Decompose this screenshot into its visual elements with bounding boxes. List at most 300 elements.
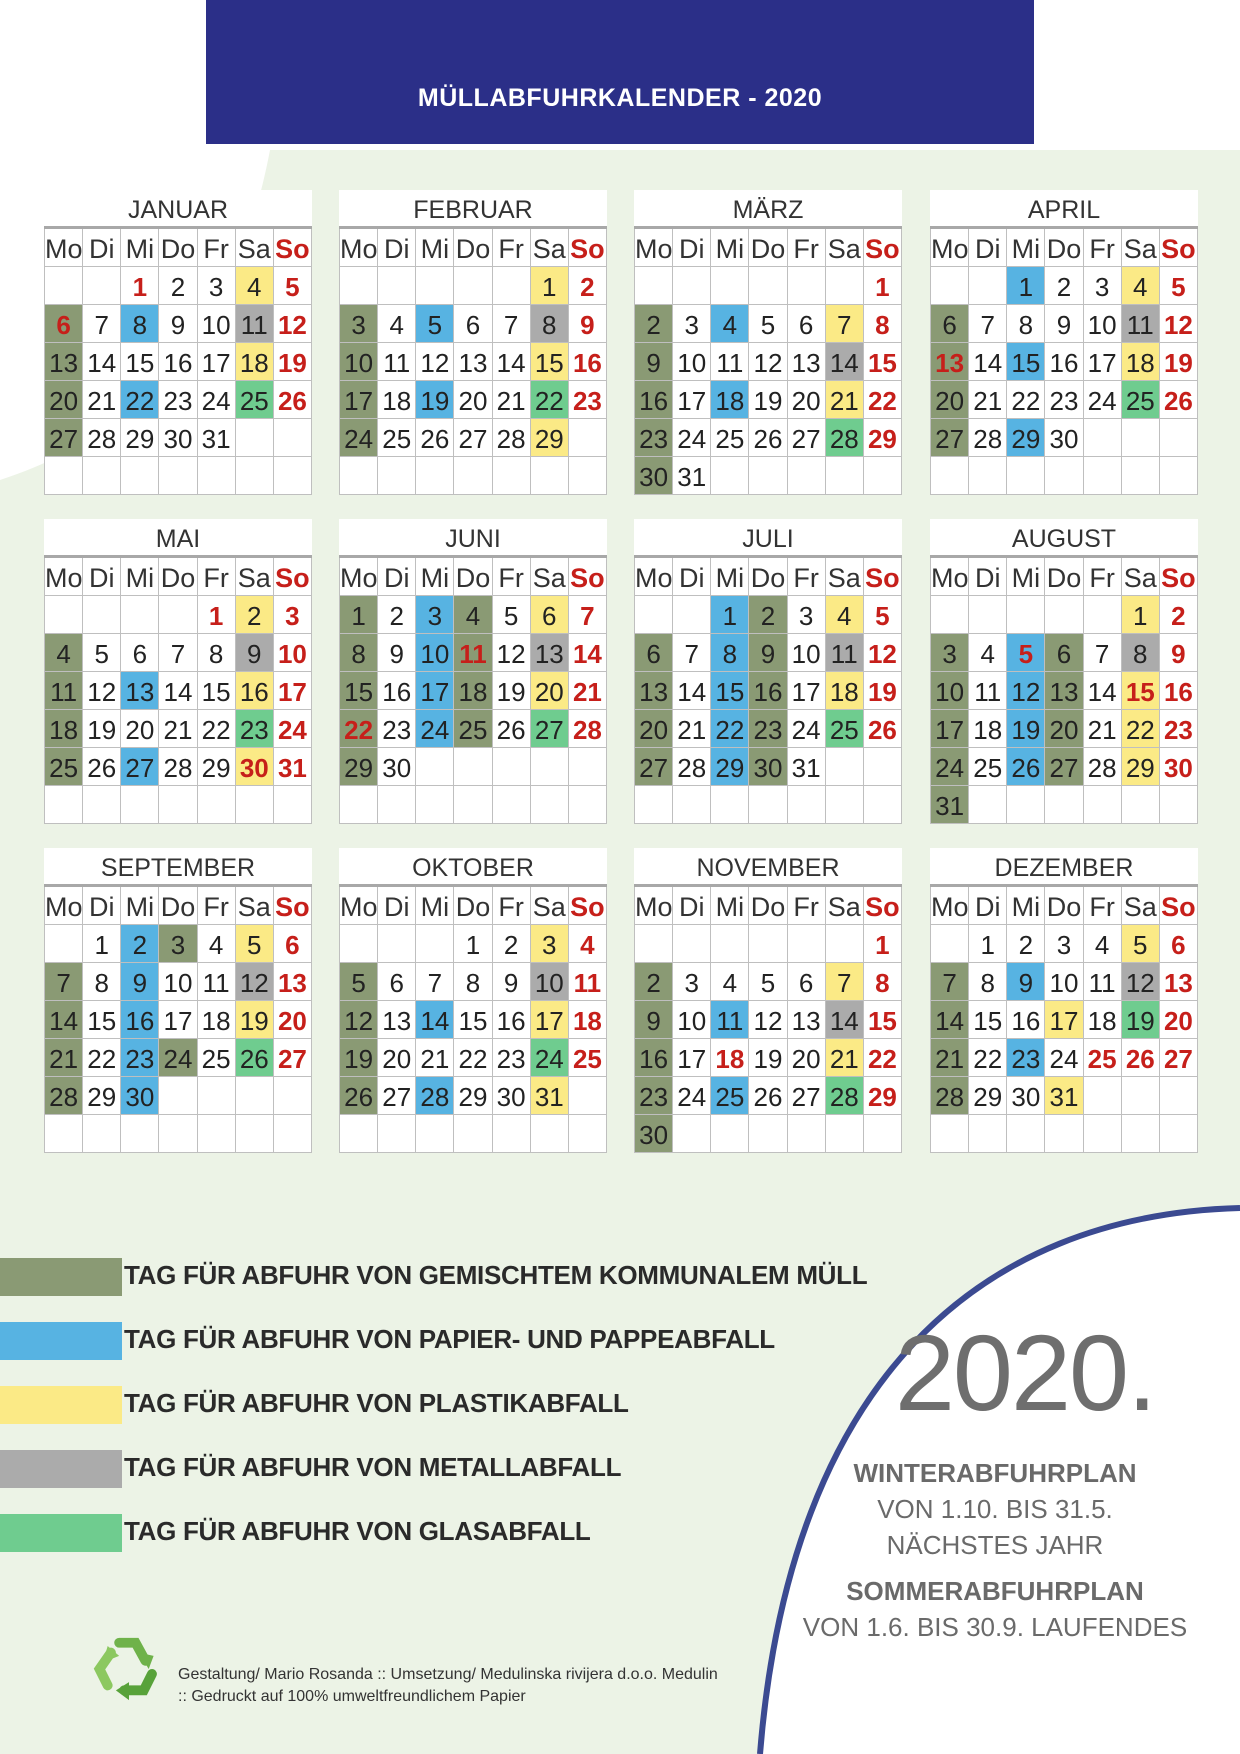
empty-day xyxy=(1045,1115,1083,1153)
calendar-day: 10 xyxy=(1084,305,1122,343)
empty-day xyxy=(340,925,378,963)
calendar-day: 25 xyxy=(711,419,749,457)
calendar-day: 28 xyxy=(416,1077,454,1115)
calendar-day: 5 xyxy=(236,925,274,963)
calendar-day: 8 xyxy=(83,963,121,1001)
empty-day xyxy=(45,786,83,824)
calendar-day: 24 xyxy=(159,1039,197,1077)
weekday-header: Sa xyxy=(531,229,569,267)
weekday-header: Fr xyxy=(1084,558,1122,596)
calendar-day: 5 xyxy=(274,267,312,305)
calendar-day: 5 xyxy=(749,305,787,343)
calendar-day: 19 xyxy=(493,672,531,710)
calendar-day: 27 xyxy=(635,748,673,786)
calendar-day: 9 xyxy=(1007,963,1045,1001)
calendar-day: 26 xyxy=(236,1039,274,1077)
empty-day xyxy=(454,267,492,305)
calendar-day: 26 xyxy=(83,748,121,786)
calendar-day: 6 xyxy=(1045,634,1083,672)
weekday-header: Mo xyxy=(635,229,673,267)
calendar-day: 5 xyxy=(1122,925,1160,963)
legend-swatch xyxy=(0,1258,122,1296)
calendar-day: 16 xyxy=(635,381,673,419)
calendar-day: 31 xyxy=(931,786,969,824)
empty-day xyxy=(1007,457,1045,495)
calendar-day: 25 xyxy=(236,381,274,419)
calendar-day: 19 xyxy=(864,672,902,710)
empty-day xyxy=(864,786,902,824)
calendar-day: 14 xyxy=(493,343,531,381)
empty-day xyxy=(826,748,864,786)
weekday-header: Mi xyxy=(416,887,454,925)
weekday-header: Di xyxy=(83,229,121,267)
calendar-day: 20 xyxy=(1045,710,1083,748)
calendar-day: 26 xyxy=(340,1077,378,1115)
month-grid xyxy=(634,229,902,495)
calendar-day: 28 xyxy=(569,710,607,748)
empty-day xyxy=(569,786,607,824)
calendar-day: 24 xyxy=(931,748,969,786)
calendar-day: 6 xyxy=(454,305,492,343)
calendar-day: 27 xyxy=(454,419,492,457)
empty-day xyxy=(826,457,864,495)
calendar-day: 11 xyxy=(711,1001,749,1039)
empty-day xyxy=(83,267,121,305)
empty-day xyxy=(1084,786,1122,824)
calendar-day: 17 xyxy=(673,381,711,419)
empty-day xyxy=(493,267,531,305)
empty-day xyxy=(969,786,1007,824)
empty-day xyxy=(454,457,492,495)
legend-label: TAG FÜR ABFUHR VON METALLABFALL xyxy=(124,1452,622,1482)
weekday-header: Mo xyxy=(635,887,673,925)
calendar-day: 24 xyxy=(416,710,454,748)
month-title: AUGUST xyxy=(930,519,1198,558)
calendar-day: 31 xyxy=(673,457,711,495)
empty-day xyxy=(969,596,1007,634)
calendar-day: 22 xyxy=(531,381,569,419)
calendar-day: 20 xyxy=(635,710,673,748)
weekday-header: Do xyxy=(159,887,197,925)
weekday-header: Mo xyxy=(340,558,378,596)
calendar-day: 10 xyxy=(673,1001,711,1039)
calendar-day: 27 xyxy=(788,1077,826,1115)
weekday-header: Mo xyxy=(45,558,83,596)
empty-day xyxy=(83,596,121,634)
weekday-header: Fr xyxy=(493,887,531,925)
calendar-day: 11 xyxy=(1122,305,1160,343)
empty-day xyxy=(159,596,197,634)
calendar-day: 11 xyxy=(1084,963,1122,1001)
month-title: APRIL xyxy=(930,190,1198,229)
calendar-day: 4 xyxy=(378,305,416,343)
empty-day xyxy=(274,1077,312,1115)
calendar-day: 23 xyxy=(569,381,607,419)
empty-day xyxy=(274,419,312,457)
calendar-day: 12 xyxy=(493,634,531,672)
month-februar xyxy=(339,190,607,495)
month-title: JANUAR xyxy=(44,190,312,229)
empty-day xyxy=(749,925,787,963)
calendar-day: 25 xyxy=(378,419,416,457)
calendar-day: 16 xyxy=(121,1001,159,1039)
calendar-day: 7 xyxy=(673,634,711,672)
calendar-day: 26 xyxy=(1122,1039,1160,1077)
empty-day xyxy=(711,1115,749,1153)
calendar-day: 7 xyxy=(159,634,197,672)
month-title: SEPTEMBER xyxy=(44,848,312,887)
calendar-day: 20 xyxy=(788,381,826,419)
empty-day xyxy=(1084,1077,1122,1115)
empty-day xyxy=(236,419,274,457)
month-juni xyxy=(339,519,607,824)
calendar-day: 24 xyxy=(1084,381,1122,419)
weekday-header: Di xyxy=(83,887,121,925)
calendar-day: 16 xyxy=(493,1001,531,1039)
weekday-header: Fr xyxy=(493,558,531,596)
empty-day xyxy=(159,786,197,824)
calendar-day: 29 xyxy=(83,1077,121,1115)
weekday-header: Sa xyxy=(826,558,864,596)
empty-day xyxy=(121,457,159,495)
calendar-day: 17 xyxy=(198,343,236,381)
month-grid xyxy=(339,887,607,1153)
calendar-day: 19 xyxy=(236,1001,274,1039)
calendar-day: 20 xyxy=(121,710,159,748)
calendar-day: 17 xyxy=(416,672,454,710)
empty-day xyxy=(788,925,826,963)
month-april xyxy=(930,190,1198,495)
empty-day xyxy=(378,1115,416,1153)
calendar-day: 2 xyxy=(1007,925,1045,963)
weekday-header: Mi xyxy=(416,229,454,267)
empty-day xyxy=(931,925,969,963)
empty-day xyxy=(83,457,121,495)
calendar-day: 17 xyxy=(931,710,969,748)
weekday-header: Fr xyxy=(493,229,531,267)
calendar-day: 22 xyxy=(711,710,749,748)
calendar-day: 17 xyxy=(1045,1001,1083,1039)
weekday-header: Do xyxy=(159,558,197,596)
calendar-day: 6 xyxy=(45,305,83,343)
empty-day xyxy=(1084,1115,1122,1153)
calendar-day: 23 xyxy=(378,710,416,748)
weekday-header: Do xyxy=(454,229,492,267)
weekday-header: Di xyxy=(969,558,1007,596)
calendar-day: 21 xyxy=(1084,710,1122,748)
legend-swatch xyxy=(0,1450,122,1488)
weekday-header: Mi xyxy=(711,887,749,925)
calendar-day: 13 xyxy=(1045,672,1083,710)
weekday-header: Do xyxy=(749,887,787,925)
weekday-header: Mo xyxy=(931,229,969,267)
empty-day xyxy=(121,1115,159,1153)
calendar-day: 19 xyxy=(1160,343,1198,381)
calendar-day: 1 xyxy=(121,267,159,305)
calendar-day: 12 xyxy=(864,634,902,672)
empty-day xyxy=(711,925,749,963)
empty-day xyxy=(1160,457,1198,495)
calendar-day: 11 xyxy=(45,672,83,710)
empty-day xyxy=(416,267,454,305)
summer-schedule-range: VON 1.6. BIS 30.9. LAUFENDES xyxy=(802,1612,1188,1642)
calendar-day: 25 xyxy=(969,748,1007,786)
calendar-day: 9 xyxy=(121,963,159,1001)
weekday-header: Do xyxy=(1045,887,1083,925)
calendar-day: 24 xyxy=(788,710,826,748)
empty-day xyxy=(826,1115,864,1153)
calendar-day: 3 xyxy=(788,596,826,634)
calendar-day: 22 xyxy=(340,710,378,748)
calendar-day: 10 xyxy=(931,672,969,710)
calendar-day: 7 xyxy=(931,963,969,1001)
weekday-header: Mi xyxy=(711,229,749,267)
empty-day xyxy=(749,1115,787,1153)
calendar-day: 20 xyxy=(454,381,492,419)
calendar-day: 17 xyxy=(159,1001,197,1039)
calendar-day: 26 xyxy=(1160,381,1198,419)
empty-day xyxy=(45,457,83,495)
calendar-day: 26 xyxy=(1007,748,1045,786)
month-grid xyxy=(44,558,312,824)
credits-line: Gestaltung/ Mario Rosanda :: Umsetzung/ Medulinska rivijera d.o.o. Medulin xyxy=(178,1666,718,1683)
calendar-day: 17 xyxy=(1084,343,1122,381)
calendar-day: 4 xyxy=(45,634,83,672)
calendar-day: 26 xyxy=(749,419,787,457)
month-dezember xyxy=(930,848,1198,1153)
calendar-day: 31 xyxy=(788,748,826,786)
empty-day xyxy=(198,1077,236,1115)
calendar-day: 12 xyxy=(274,305,312,343)
empty-day xyxy=(454,786,492,824)
month-oktober xyxy=(339,848,607,1153)
calendar-day: 2 xyxy=(635,305,673,343)
calendar-day: 8 xyxy=(340,634,378,672)
calendar-day: 23 xyxy=(159,381,197,419)
calendar-day: 12 xyxy=(1122,963,1160,1001)
calendar-day: 7 xyxy=(83,305,121,343)
year-heading: 2020. xyxy=(894,1312,1156,1433)
calendar-day: 8 xyxy=(969,963,1007,1001)
calendar-day: 4 xyxy=(826,596,864,634)
calendar-day: 21 xyxy=(159,710,197,748)
calendar-day: 2 xyxy=(569,267,607,305)
calendar-day: 15 xyxy=(454,1001,492,1039)
calendar-day: 31 xyxy=(274,748,312,786)
calendar-day: 3 xyxy=(340,305,378,343)
calendar-day: 21 xyxy=(931,1039,969,1077)
empty-day xyxy=(198,1115,236,1153)
empty-day xyxy=(931,457,969,495)
calendar-day: 29 xyxy=(1007,419,1045,457)
month-grid xyxy=(930,558,1198,824)
empty-day xyxy=(569,1077,607,1115)
calendar-day: 29 xyxy=(711,748,749,786)
calendar-day: 13 xyxy=(274,963,312,1001)
calendar-day: 1 xyxy=(864,925,902,963)
calendar-day: 18 xyxy=(1122,343,1160,381)
calendar-day: 17 xyxy=(673,1039,711,1077)
calendar-day: 22 xyxy=(198,710,236,748)
legend-swatch xyxy=(0,1514,122,1552)
calendar-day: 19 xyxy=(1122,1001,1160,1039)
calendar-day: 14 xyxy=(673,672,711,710)
calendar-day: 26 xyxy=(416,419,454,457)
empty-day xyxy=(1007,786,1045,824)
calendar-day: 29 xyxy=(864,419,902,457)
calendar-day: 22 xyxy=(1007,381,1045,419)
calendar-day: 4 xyxy=(1084,925,1122,963)
month-grid xyxy=(339,229,607,495)
calendar-day: 14 xyxy=(569,634,607,672)
weekday-header: Mi xyxy=(121,229,159,267)
weekday-header: So xyxy=(864,558,902,596)
calendar-day: 25 xyxy=(1122,381,1160,419)
calendar-day: 13 xyxy=(788,1001,826,1039)
calendar-day: 23 xyxy=(121,1039,159,1077)
calendar-day: 3 xyxy=(931,634,969,672)
calendar-day: 1 xyxy=(531,267,569,305)
empty-day xyxy=(45,596,83,634)
empty-day xyxy=(864,748,902,786)
calendar-day: 9 xyxy=(493,963,531,1001)
calendar-day: 5 xyxy=(1160,267,1198,305)
calendar-day: 29 xyxy=(969,1077,1007,1115)
month-grid xyxy=(339,558,607,824)
calendar-day: 24 xyxy=(1045,1039,1083,1077)
calendar-day: 16 xyxy=(635,1039,673,1077)
calendar-day: 7 xyxy=(826,305,864,343)
weekday-header: Sa xyxy=(531,887,569,925)
weekday-header: Mo xyxy=(931,887,969,925)
calendar-day: 5 xyxy=(340,963,378,1001)
month-title: JUNI xyxy=(339,519,607,558)
calendar-day: 3 xyxy=(1045,925,1083,963)
empty-day xyxy=(45,267,83,305)
calendar-day: 1 xyxy=(340,596,378,634)
legend-swatch xyxy=(0,1386,122,1424)
weekday-header: So xyxy=(569,558,607,596)
empty-day xyxy=(159,457,197,495)
calendar-day: 7 xyxy=(45,963,83,1001)
calendar-day: 4 xyxy=(198,925,236,963)
calendar-day: 18 xyxy=(826,672,864,710)
calendar-day: 27 xyxy=(931,419,969,457)
calendar-day: 20 xyxy=(788,1039,826,1077)
weekday-header: Fr xyxy=(1084,229,1122,267)
calendar-day: 4 xyxy=(454,596,492,634)
calendar-day: 25 xyxy=(711,1077,749,1115)
calendar-day: 28 xyxy=(826,419,864,457)
weekday-header: Fr xyxy=(198,887,236,925)
winter-schedule-note: NÄCHSTES JAHR xyxy=(886,1530,1104,1560)
calendar-day: 22 xyxy=(454,1039,492,1077)
calendar-day: 6 xyxy=(1160,925,1198,963)
weekday-header: So xyxy=(274,558,312,596)
empty-day xyxy=(788,1115,826,1153)
calendar-day: 7 xyxy=(416,963,454,1001)
weekday-header: Di xyxy=(378,229,416,267)
calendar-day: 16 xyxy=(1160,672,1198,710)
month-januar xyxy=(44,190,312,495)
empty-day xyxy=(274,1115,312,1153)
weekday-header: Sa xyxy=(826,887,864,925)
calendar-day: 18 xyxy=(454,672,492,710)
calendar-day: 2 xyxy=(493,925,531,963)
month-title: OKTOBER xyxy=(339,848,607,887)
calendar-day: 13 xyxy=(121,672,159,710)
weekday-header: Sa xyxy=(236,558,274,596)
calendar-day: 1 xyxy=(1007,267,1045,305)
calendar-day: 8 xyxy=(864,963,902,1001)
weekday-header: Sa xyxy=(531,558,569,596)
calendar-day: 31 xyxy=(531,1077,569,1115)
calendar-day: 21 xyxy=(493,381,531,419)
empty-day xyxy=(864,1115,902,1153)
calendar-day: 10 xyxy=(340,343,378,381)
empty-day xyxy=(236,457,274,495)
calendar-day: 19 xyxy=(749,381,787,419)
calendar-day: 7 xyxy=(826,963,864,1001)
weekday-header: So xyxy=(864,229,902,267)
empty-day xyxy=(45,925,83,963)
empty-day xyxy=(493,457,531,495)
calendar-day: 13 xyxy=(454,343,492,381)
calendar-day: 11 xyxy=(711,343,749,381)
empty-day xyxy=(1084,457,1122,495)
winter-schedule-title: WINTERABFUHRPLAN xyxy=(853,1458,1137,1488)
calendar-day: 6 xyxy=(931,305,969,343)
weekday-header: Fr xyxy=(198,229,236,267)
empty-day xyxy=(454,1115,492,1153)
empty-day xyxy=(673,596,711,634)
empty-day xyxy=(788,457,826,495)
empty-day xyxy=(121,786,159,824)
calendar-day: 10 xyxy=(531,963,569,1001)
calendar-day: 1 xyxy=(711,596,749,634)
weekday-header: Fr xyxy=(788,887,826,925)
weekday-header: Mo xyxy=(931,558,969,596)
weekday-header: Di xyxy=(969,229,1007,267)
calendar-day: 21 xyxy=(45,1039,83,1077)
calendar-day: 1 xyxy=(1122,596,1160,634)
calendar-day: 15 xyxy=(1122,672,1160,710)
weekday-header: Fr xyxy=(1084,887,1122,925)
empty-day xyxy=(416,786,454,824)
calendar-day: 12 xyxy=(236,963,274,1001)
calendar-day: 21 xyxy=(826,381,864,419)
calendar-day: 12 xyxy=(749,343,787,381)
calendar-day: 9 xyxy=(1160,634,1198,672)
calendar-day: 3 xyxy=(159,925,197,963)
calendar-day: 12 xyxy=(340,1001,378,1039)
calendar-day: 27 xyxy=(1160,1039,1198,1077)
empty-day xyxy=(1160,1115,1198,1153)
calendar-day: 27 xyxy=(274,1039,312,1077)
empty-day xyxy=(236,1077,274,1115)
calendar-day: 13 xyxy=(635,672,673,710)
calendar-day: 25 xyxy=(1084,1039,1122,1077)
calendar-day: 5 xyxy=(493,596,531,634)
calendar-day: 11 xyxy=(969,672,1007,710)
calendar-day: 22 xyxy=(83,1039,121,1077)
calendar-day: 11 xyxy=(198,963,236,1001)
weekday-header: Do xyxy=(749,558,787,596)
page-title: MÜLLABFUHRKALENDER - 2020 xyxy=(417,84,823,112)
empty-day xyxy=(1160,1077,1198,1115)
calendar-day: 24 xyxy=(340,419,378,457)
calendar-day: 15 xyxy=(198,672,236,710)
